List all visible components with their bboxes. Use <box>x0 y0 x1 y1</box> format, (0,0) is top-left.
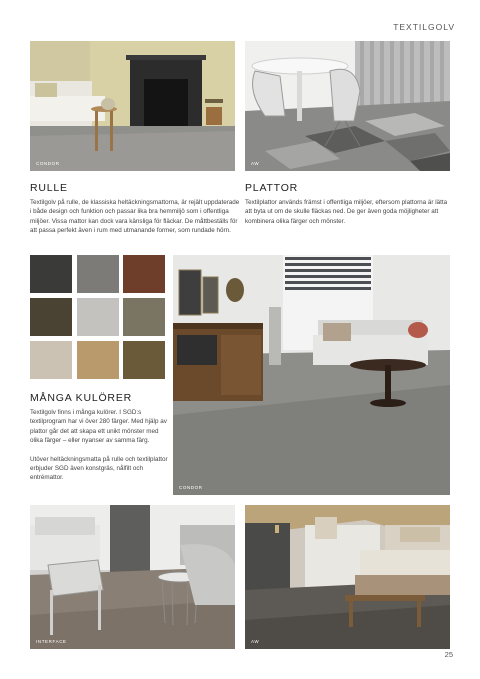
paragraph-rulle: Textilgolv på rulle, de klassiska heltäckningsmattorna, är rejält uppdaterade i både design och funktion och passar lika bra hemmiljö som i offentliga miljöer. Vissa mattor kan dock vara känsliga för fläckar. De måttbeställs för att passa perfekt även i rum med utmanande former, som rundade hörn. <box>30 199 240 235</box>
page-number: 25 <box>444 650 453 659</box>
photo-credit: INTERFACE <box>36 639 67 644</box>
photo-attic-bedroom <box>245 505 450 649</box>
photo-credit: CONDOR <box>179 485 203 490</box>
text-rulle <box>30 198 240 245</box>
section-title: TEXTILGOLV <box>393 22 455 32</box>
swatch-charcoal <box>30 255 72 293</box>
text-kulorer <box>30 408 168 492</box>
heading-plattor: PLATTOR <box>245 182 299 194</box>
swatch-rust-brown <box>123 255 165 293</box>
photo-office-carpet-tiles <box>245 41 450 171</box>
text-plattor <box>245 198 451 235</box>
swatch-beige <box>30 341 72 379</box>
swatch-grey <box>77 255 119 293</box>
photo-credit: CONDOR <box>36 161 60 166</box>
photo-living-room-sofa <box>173 255 450 495</box>
photo-living-room-fireplace <box>30 41 235 171</box>
photo-credit: AW <box>251 161 260 166</box>
paragraph-kulorer-2: Utöver heltäckningsmatta på rulle och textilplattor erbjuder SGD även konstgräs, nålfilt och entrémattor. <box>30 455 168 482</box>
swatch-brown-olive <box>123 341 165 379</box>
swatch-olive-grey <box>123 298 165 336</box>
swatch-grid <box>30 255 165 382</box>
swatch-sand <box>77 341 119 379</box>
paragraph-plattor: Textilplattor används främst i offentliga miljöer, eftersom plattorna är lätta att byta ut om de skulle fläckas ned. De ger även goda möjligheter att kombinera olika färger och mönster. <box>245 199 448 225</box>
heading-rulle: RULLE <box>30 182 68 194</box>
heading-manga-kulorer: MÅNGA KULÖRER <box>30 392 133 404</box>
swatch-dark-olive <box>30 298 72 336</box>
paragraph-kulorer-1: Textilgolv finns i många kulörer. I SGD:s textilprogram har vi över 280 färger. Med hjälp av plattor går det att skapa ett unikt mönster med olika färger – eller nyanser av samma färg. <box>30 409 167 445</box>
photo-credit: AW <box>251 639 260 644</box>
swatch-light-grey <box>77 298 119 336</box>
photo-office-lounge <box>30 505 235 649</box>
